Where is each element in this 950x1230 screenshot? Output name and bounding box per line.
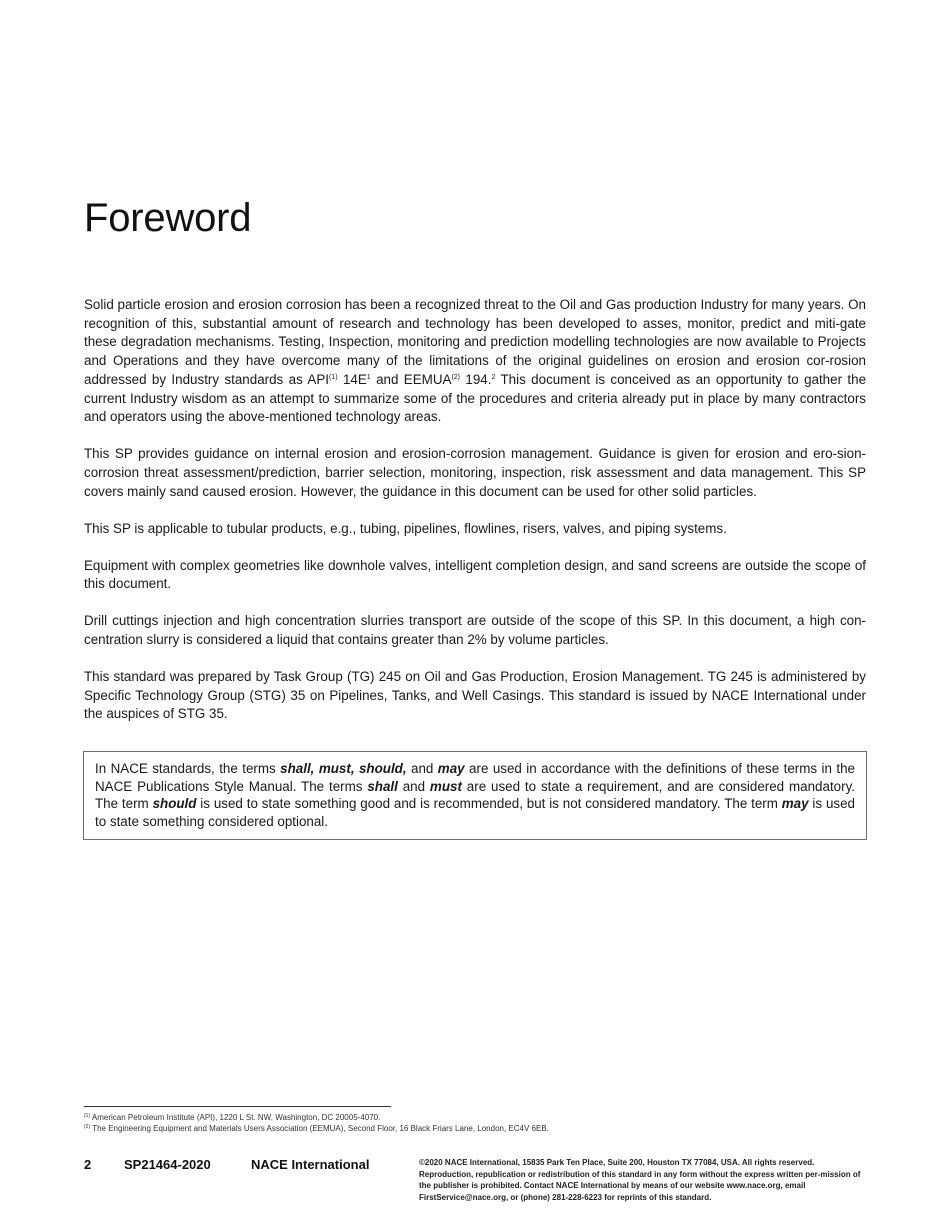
page-number: 2 — [84, 1157, 92, 1172]
paragraph-background — [84, 296, 866, 427]
footnote-text: The Engineering Equipment and Materials Users Association (EEMUA), Second Floor, 16 Black Friars Lane, London, EC4V 6EB. — [90, 1124, 549, 1133]
copyright-notice: ©2020 NACE International, 15835 Park Ten Place, Suite 200, Houston TX 77084, USA. All rights reserved. Reproduction, republication or redistribution of this standard in any form without the express written per-mission of the publisher is prohibited. Contact NACE International by means of our website www.nace.org, email FirstService@nace.org, or (phone) 281-228-6223 for reprints of this standard. — [419, 1158, 861, 1202]
footnote-text: American Petroleum Institute (API), 1220 L St. NW, Washington, DC 20005-4070. — [90, 1113, 381, 1122]
paragraph-exclusions: Equipment with complex geometries like downhole valves, intelligent completion design, and sand screens are outside the scope of this document. — [84, 557, 866, 592]
footnote-divider — [84, 1106, 391, 1107]
footnote-ref: (2) — [451, 373, 460, 381]
paragraph-slurry: Drill cuttings injection and high concentration slurries transport are outside of the scope of this SP. In this document, a high con-centration slurry is considered a liquid that contains greater than 2% by volume particles. — [84, 613, 866, 648]
notice-keyword: shall — [367, 778, 398, 794]
notice-text: are used to state a requirement, and are considered mandatory. The term — [95, 778, 855, 811]
foreword-body — [84, 296, 866, 742]
reference-ref: 1 — [366, 373, 371, 381]
notice-text: are used in accordance with the definitions of these terms in the NACE Publications Style Manual. The terms — [95, 761, 855, 794]
notice-keyword: must — [429, 778, 462, 794]
page-title: Foreword — [84, 196, 252, 240]
document-id: SP21464-2020 — [124, 1157, 211, 1172]
paragraph-applicability: This SP is applicable to tubular products, e.g., tubing, pipelines, flowlines, risers, valves, and piping systems. — [84, 520, 727, 536]
footnote-marker: (2) — [84, 1124, 91, 1130]
footnotes — [84, 1112, 784, 1134]
notice-text: In NACE standards, the terms — [95, 761, 281, 776]
notice-keyword: may — [781, 796, 809, 811]
footnote-item — [84, 1112, 784, 1123]
paragraph-text: Solid particle erosion and erosion corrosion has been a recognized threat to the Oil and Gas production Industry for many years. On recognition of this, substantial amount of research and technology has been developed to asses, monitor, predict and miti-gate these degradation mechanisms. Testing, Inspection, monitoring and prediction modelling technologies are now available to Projects and Operations and they have overcome many of the limitations of the original guidelines on erosion and erosion cor-rosion addressed by Industry standards as API — [84, 297, 866, 387]
footnote-ref: (1) — [329, 373, 338, 381]
notice-keyword: shall, must, should, — [280, 761, 407, 776]
terms-notice-box — [83, 751, 867, 840]
notice-text: is used to state something good and is recommended, but is not considered mandatory. The term — [196, 796, 782, 811]
notice-text: and — [406, 761, 438, 776]
notice-keyword: should — [152, 796, 197, 811]
paragraph-text: and EEMUA — [370, 371, 452, 387]
notice-text: is used to state something considered optional. — [95, 796, 855, 829]
page-footer — [84, 1157, 369, 1172]
paragraph-guidance: This SP provides guidance on internal erosion and erosion-corrosion management. Guidance is given for erosion and ero-sion-corrosion threat assessment/prediction, barrier selection, monitoring, inspection, risk assessment and data management. This SP covers mainly sand caused erosion. However, the guidance in this document can be used for other solid particles. — [84, 446, 866, 499]
notice-text: and — [397, 778, 430, 794]
reference-ref: 2 — [491, 373, 496, 381]
paragraph-text: 14E — [337, 371, 367, 387]
notice-keyword: may — [437, 761, 465, 776]
footnote-item — [84, 1123, 784, 1134]
paragraph-text: 194. — [460, 371, 492, 387]
paragraph-text: This document is conceived as an opportunity to gather the current Industry wisdom as an attempt to summarize some of the procedures and criteria already put in place by many contractors and operators using the above-mentioned technology areas. — [84, 371, 867, 425]
paragraph-preparation: This standard was prepared by Task Group (TG) 245 on Oil and Gas Production, Erosion Management. TG 245 is administered by Specific Technology Group (STG) 35 on Pipelines, Tanks, and Well Casings. This standard is issued by NACE International under the auspices of STG 35. — [84, 669, 866, 722]
organization-name: NACE International — [251, 1157, 370, 1172]
footnote-marker: (1) — [84, 1113, 91, 1119]
